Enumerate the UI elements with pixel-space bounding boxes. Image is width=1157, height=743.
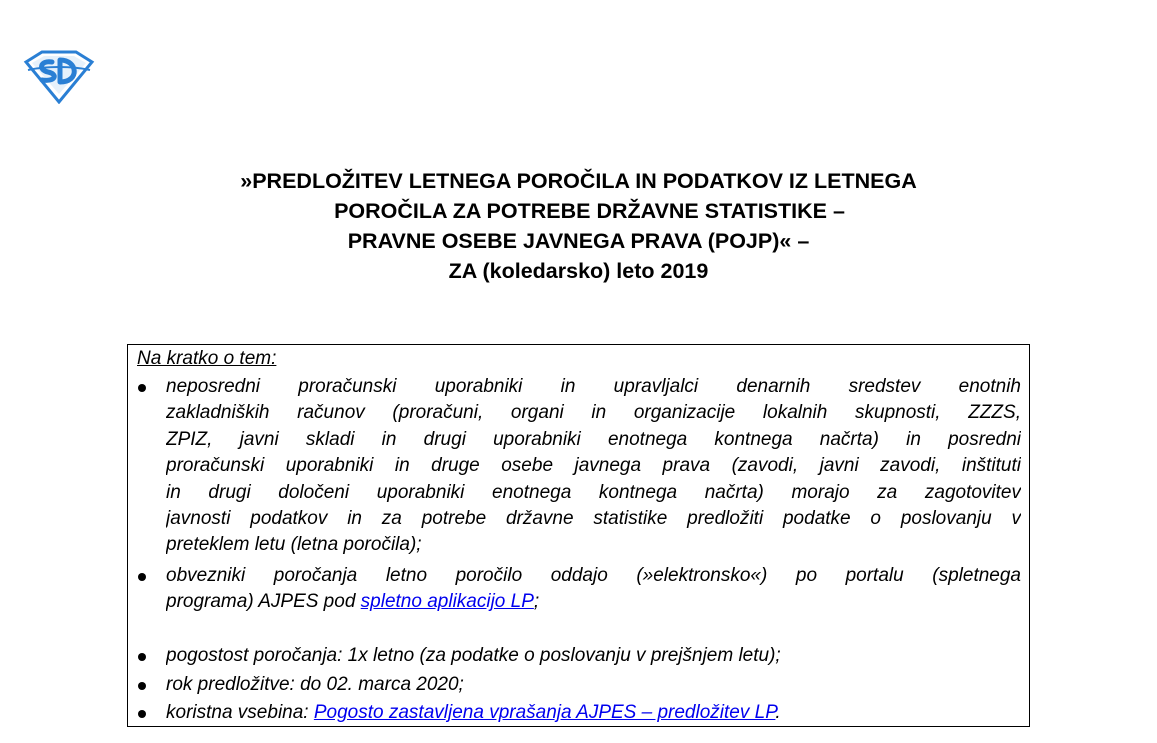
item4-text: rok predložitve: do 02. marca 2020; bbox=[166, 674, 464, 695]
spletno-aplikacijo-link[interactable]: spletno aplikacijo LP bbox=[360, 591, 534, 613]
item2-prefix: programa) AJPES pod bbox=[166, 591, 361, 613]
list-item bbox=[166, 374, 1021, 559]
bullet-icon bbox=[138, 682, 146, 690]
summary-box bbox=[127, 344, 1030, 727]
bullet-icon bbox=[138, 653, 146, 661]
sd-logo-icon bbox=[22, 48, 96, 104]
item1-line: proračunski uporabniki in druge osebe javnega prava (zavodi, javni zavodi, inštituti bbox=[166, 455, 1021, 477]
item2-line: obvezniki poročanja letno poročilo oddajo (»elektronsko«) po portalu (spletnega bbox=[166, 565, 1021, 586]
item5-line bbox=[166, 700, 1021, 726]
bullet-icon bbox=[138, 573, 146, 581]
list-item bbox=[166, 643, 1021, 669]
item3-text: pogostost poročanja: 1x letno (za podatke o poslovanju v prejšnjem letu); bbox=[166, 645, 781, 666]
item1-line: ZPIZ, javni skladi in drugi uporabniki enotnega kontnega načrta) in posredni bbox=[166, 428, 1021, 450]
title-line-3: PRAVNE OSEBE JAVNEGA PRAVA (POJP)« – bbox=[347, 229, 810, 253]
document-title bbox=[0, 166, 1157, 286]
bullet-icon bbox=[138, 384, 146, 392]
list-item bbox=[166, 700, 1021, 726]
title-line-2: POROČILA ZA POTREBE DRŽAVNE STATISTIKE – bbox=[334, 199, 845, 223]
item1-line: zakladniških računov (proračuni, organi in organizacije lokalnih skupnosti, ZZZS, bbox=[166, 402, 1021, 424]
item1-line: neposredni proračunski uporabniki in upravljalci denarnih sredstev enotnih bbox=[166, 376, 1021, 397]
item5-suffix: . bbox=[775, 702, 781, 723]
item2-line bbox=[166, 589, 1021, 615]
item1-line: preteklem letu (letna poročila); bbox=[166, 534, 422, 556]
item2-suffix: ; bbox=[533, 591, 540, 613]
item1-line: in drugi določeni uporabniki enotnega kontnega načrta) morajo za zagotovitev bbox=[166, 481, 1021, 503]
item5-prefix: koristna vsebina: bbox=[166, 702, 314, 723]
item1-line: javnosti podatkov in za potrebe državne statistike predložiti podatke o poslovanju v bbox=[166, 507, 1021, 529]
title-line-1: »PREDLOŽITEV LETNEGA POROČILA IN PODATKOV IZ LETNEGA bbox=[240, 169, 917, 193]
list-item bbox=[166, 672, 1021, 698]
bullet-icon bbox=[138, 710, 146, 718]
faq-ajpes-link[interactable]: Pogosto zastavljena vprašanja AJPES – predložitev LP bbox=[313, 702, 776, 723]
list-item bbox=[166, 563, 1021, 616]
summary-heading: Na kratko o tem: bbox=[137, 348, 277, 369]
title-line-4: ZA (koledarsko) leto 2019 bbox=[448, 259, 709, 283]
